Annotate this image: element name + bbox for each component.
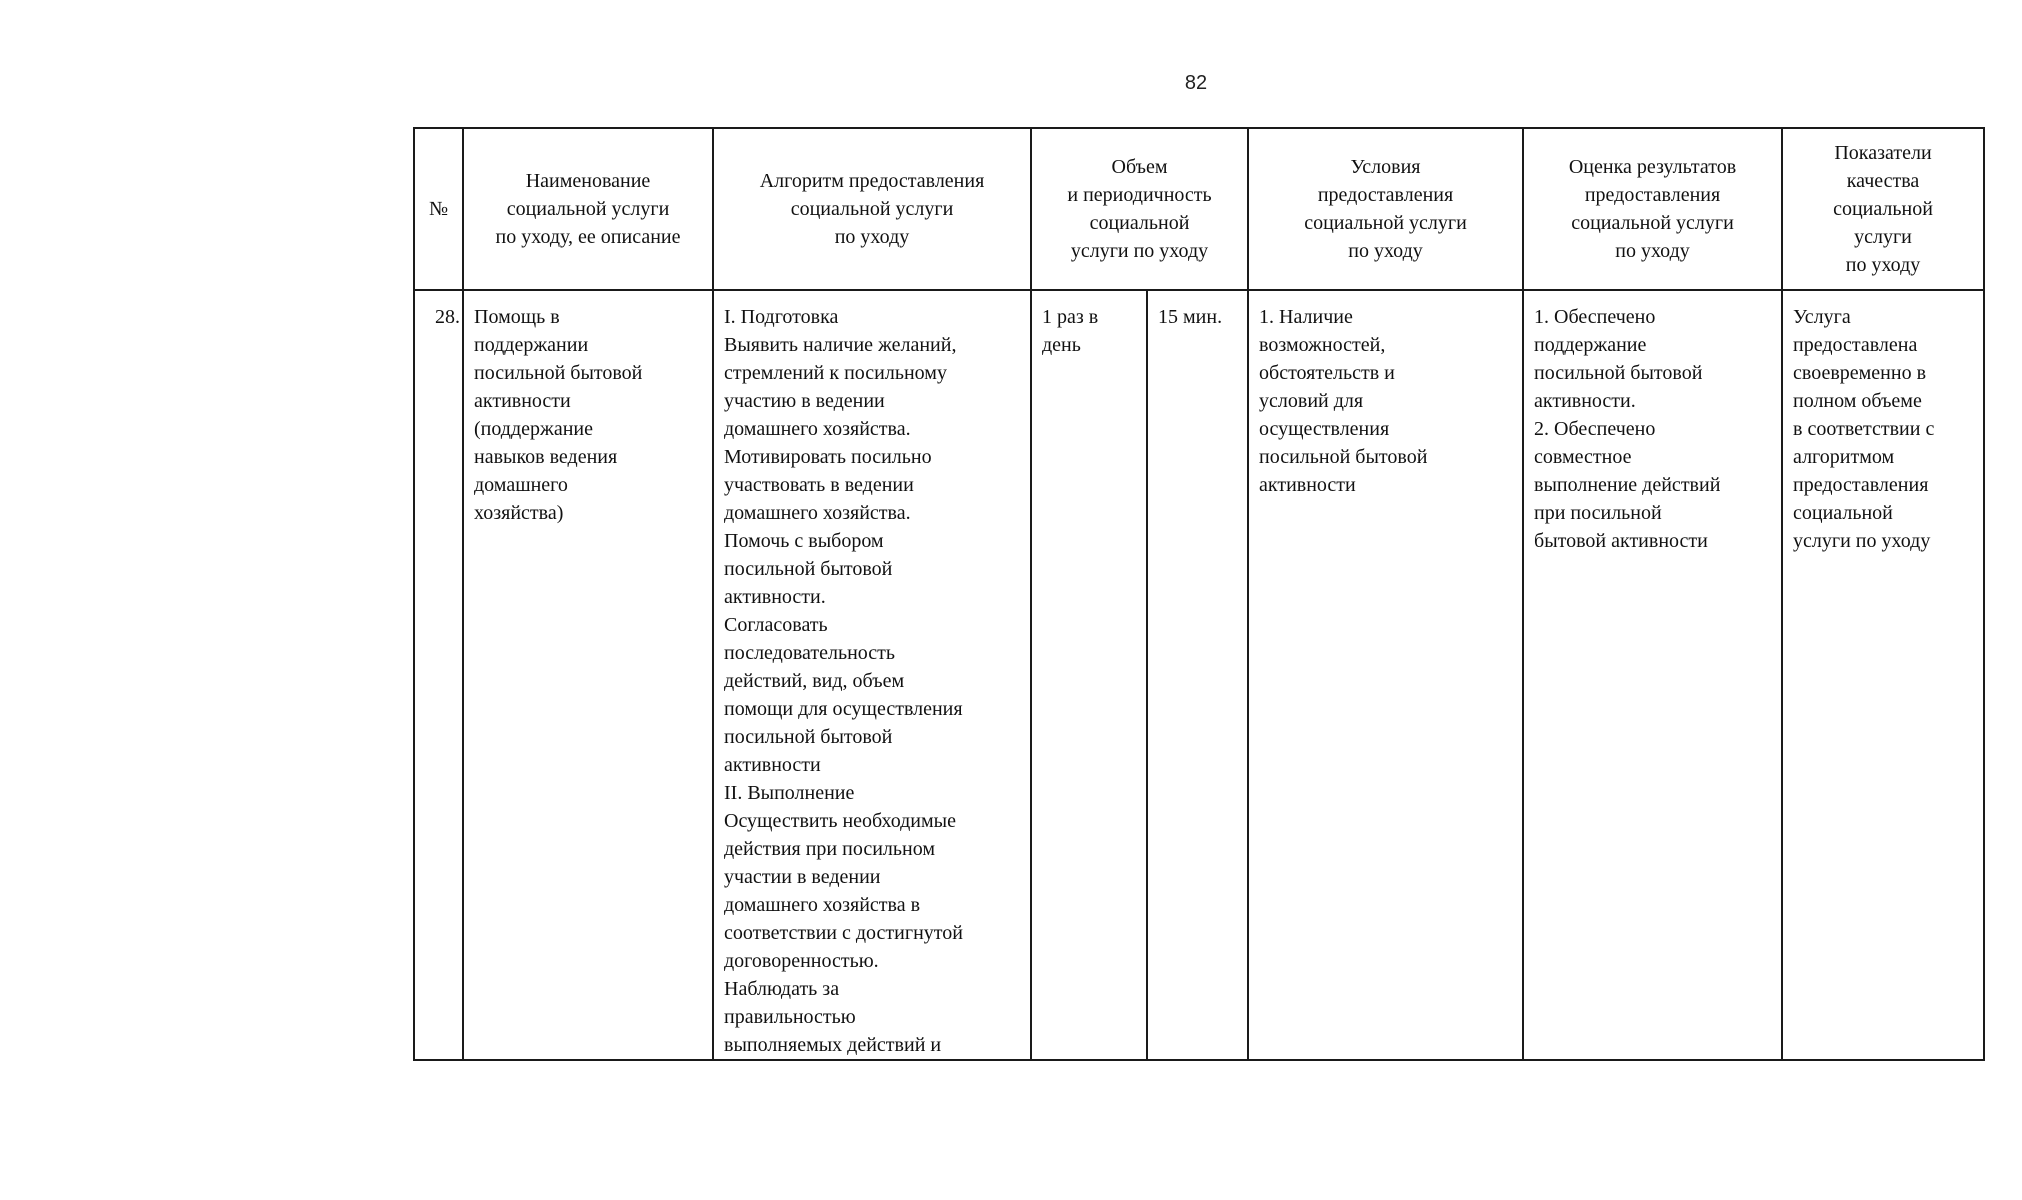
header-quality [1782,128,1984,290]
text-line: алгоритмом [1793,446,1895,468]
text-line: навыков ведения [474,446,618,468]
row-conditions [1248,290,1523,1060]
text-line: (поддержание [474,418,593,440]
text-line: II. Выполнение [724,782,855,804]
header-num [414,128,463,290]
text-line: домашнего [474,474,568,496]
text-line: хозяйства) [474,502,564,524]
row-service-name [463,290,713,1060]
text-line: социальной [1793,502,1893,524]
text-line: № [428,198,449,220]
text-line: социальной [1833,198,1933,220]
row-number: 28. [414,290,463,1060]
text-line: Оценка результатов [1568,156,1737,178]
text-line: посильной бытовой [724,726,893,748]
text-line: действий, вид, объем [724,670,905,692]
text-line: Услуга [1793,306,1851,328]
text-line: по уходу [1615,240,1690,262]
text-line: последовательность [724,642,896,664]
text-line: по уходу [1845,254,1921,276]
text-line: домашнего хозяйства в [724,894,921,916]
text-line: помощи для осуществления [724,698,963,720]
text-line: домашнего хозяйства. [724,502,911,524]
row-algorithm [713,290,1031,1060]
table-header-row [414,128,1984,290]
text-line: активности. [724,586,826,608]
text-line: активности. [1534,390,1636,412]
text-line: стремлений к посильному [724,362,947,384]
text-line: социальной [1089,212,1190,234]
row-periodicity [1031,290,1147,1060]
text-line: посильной бытовой [1259,446,1428,468]
text-line: посильной бытовой [1534,362,1703,384]
text-line: Помочь с выбором [724,530,884,552]
text-line: договоренностью. [724,950,879,972]
services-table [413,127,1985,1061]
text-line: выполняемых действий и [724,1034,942,1056]
text-line: Осуществить необходимые [724,810,956,832]
text-line: бытовой активности [1534,530,1708,552]
text-line: 1 раз в [1042,306,1099,328]
text-line: действия при посильном [724,838,935,860]
text-line: по уходу [834,226,910,248]
text-line: Объем [1111,156,1168,178]
text-line: участию в ведении [724,390,885,412]
text-line: по уходу [1348,240,1423,262]
text-line: 2. Обеспечено [1534,418,1656,440]
header-conditions [1248,128,1523,290]
text-line: поддержание [1534,334,1647,356]
text-line: Наблюдать за [724,978,840,1000]
text-line: обстоятельств и [1259,362,1395,384]
text-line: предоставлена [1793,334,1918,356]
text-line: услуги по уходу [1070,240,1209,262]
text-line: в соответствии с [1793,418,1935,440]
text-line: активности [724,754,821,776]
text-line: домашнего хозяйства. [724,418,911,440]
text-line: поддержании [474,334,589,356]
text-line: день [1042,334,1081,356]
text-line: предоставления [1317,184,1454,206]
text-line: совместное [1534,446,1632,468]
text-line: предоставления [1584,184,1721,206]
text-line: социальной услуги [506,198,670,220]
row-quality [1782,290,1984,1060]
row-evaluation [1523,290,1782,1060]
text-line: качества [1846,170,1920,192]
table-row [414,290,1984,1060]
text-line: соответствии с достигнутой [724,922,963,944]
text-line: услуги [1854,226,1912,248]
text-line: Выявить наличие желаний, [724,334,957,356]
text-line: услуги по уходу [1793,530,1931,552]
row-duration [1147,290,1248,1060]
text-line: 1. Наличие [1259,306,1353,328]
text-line: I. Подготовка [724,306,839,328]
text-line: предоставления [1793,474,1929,496]
text-line: участвовать в ведении [724,474,914,496]
text-line: полном объеме [1793,390,1922,412]
page-number: 82 [1184,72,1208,94]
text-line: 15 мин. [1158,306,1223,328]
text-line: Мотивировать посильно [724,446,932,468]
header-volume [1031,128,1248,290]
header-algorithm [713,128,1031,290]
text-line: социальной услуги [1571,212,1734,234]
text-line: при посильной [1534,502,1662,524]
text-line: Алгоритм предоставления [759,170,985,192]
text-line: Условия [1350,156,1421,178]
header-evaluation [1523,128,1782,290]
text-line: Наименование [525,170,651,192]
text-line: возможностей, [1259,334,1386,356]
text-line: по уходу, ее описание [495,226,681,248]
text-line: условий для [1259,390,1364,412]
text-line: посильной бытовой [724,558,893,580]
text-line: активности [474,390,571,412]
header-name [463,128,713,290]
text-line: участии в ведении [724,866,881,888]
text-line: социальной услуги [790,198,954,220]
text-line: Согласовать [724,614,828,636]
text-line: осуществления [1259,418,1390,440]
text-line: активности [1259,474,1356,496]
text-line: своевременно в [1793,362,1927,384]
text-line: и периодичность [1067,184,1212,206]
text-line: социальной услуги [1304,212,1467,234]
text-line: Показатели [1834,142,1932,164]
text-line: выполнение действий [1534,474,1721,496]
text-line: Помощь в [474,306,560,328]
text-line: правильностью [724,1006,856,1028]
text-line: посильной бытовой [474,362,643,384]
text-line: 1. Обеспечено [1534,306,1656,328]
